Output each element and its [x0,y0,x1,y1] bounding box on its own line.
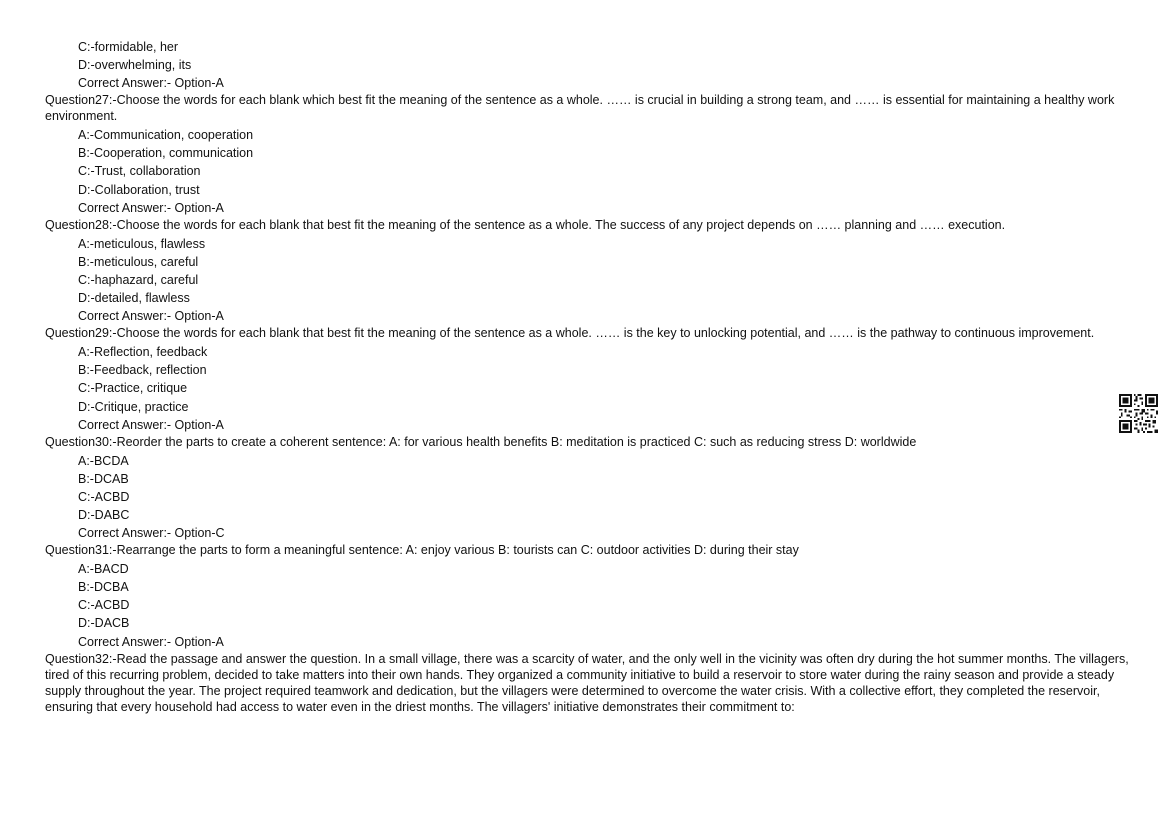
option-d: D:-Collaboration, trust [78,182,200,197]
option-b: B:-DCBA [78,580,129,595]
option-d: D:-overwhelming, its [78,58,192,73]
option-a: A:-Reflection, feedback [78,345,208,360]
option-a: A:-meticulous, flawless [78,236,206,251]
question-28 [45,217,1133,325]
qr-code-icon [1119,394,1158,433]
option-a: A:-BCDA [78,453,129,468]
option-b: B:-Feedback, reflection [78,363,207,378]
option-c: C:-Trust, collaboration [78,164,201,179]
question-text: Question28:-Choose the words for each blank that best fit the meaning of the sentence as a whole. The success of any project depends on …… planning and …… execution. [45,217,1006,232]
option-a: A:-Communication, cooperation [78,128,254,143]
correct-answer: Correct Answer:- Option-A [78,200,224,215]
option-c: C:-ACBD [78,489,130,504]
option-c: C:-ACBD [78,598,130,613]
correct-answer: Correct Answer:- Option-A [78,76,224,91]
question-32 [45,651,1133,715]
correct-answer: Correct Answer:- Option-C [78,526,225,541]
question-document [45,38,1133,717]
option-c: C:-haphazard, careful [78,272,199,287]
option-c: C:-Practice, critique [78,381,188,396]
option-d: D:-DACB [78,616,130,631]
option-d: D:-DABC [78,507,130,522]
question-text: Question30:-Reorder the parts to create a coherent sentence: A: for various health benefits B: meditation is practiced C: such as reducing stress D: worldwide [45,434,917,449]
correct-answer: Correct Answer:- Option-A [78,309,224,324]
question-text: Question31:-Rearrange the parts to form a meaningful sentence: A: enjoy various B: tourists can C: outdoor activities D: during their stay [45,543,799,558]
correct-answer: Correct Answer:- Option-A [78,634,224,649]
question-text: Question32:-Read the passage and answer the question. In a small village, there was a scarcity of water, and the only well in the vicinity was often dry during the hot summer months. The villagers, tired of this recurring problem, decided to take matters into their own hands. They organized a community initiative to build a reservoir to store water during the rainy season and provide a steady supply throughout the year. The project required teamwork and dedication, but the villagers were determined to overcome the water crisis. With a collective effort, they completed the reservoir, ensuring that every household had access to water even in the driest months. The villagers' initiative demonstrates their commitment to: [45,651,1129,714]
option-c: C:-formidable, her [78,40,179,54]
question-text: Question27:-Choose the words for each blank which best fit the meaning of the sentence as a whole. …… is crucial in building a strong team, and …… is essential for maintaining a healthy work environment. [45,93,1115,124]
question-30 [45,434,1133,542]
question-27 [45,92,1133,216]
option-b: B:-Cooperation, communication [78,146,254,161]
question-31 [45,542,1133,650]
option-b: B:-meticulous, careful [78,254,199,269]
question-29 [45,325,1133,433]
option-d: D:-Critique, practice [78,399,189,414]
correct-answer: Correct Answer:- Option-A [78,417,224,432]
option-d: D:-detailed, flawless [78,291,190,306]
option-a: A:-BACD [78,562,129,577]
option-b: B:-DCAB [78,471,129,486]
question-text: Question29:-Choose the words for each blank that best fit the meaning of the sentence as a whole. …… is the key to unlocking potential, and …… is the pathway to continuous improvement. [45,326,1095,341]
